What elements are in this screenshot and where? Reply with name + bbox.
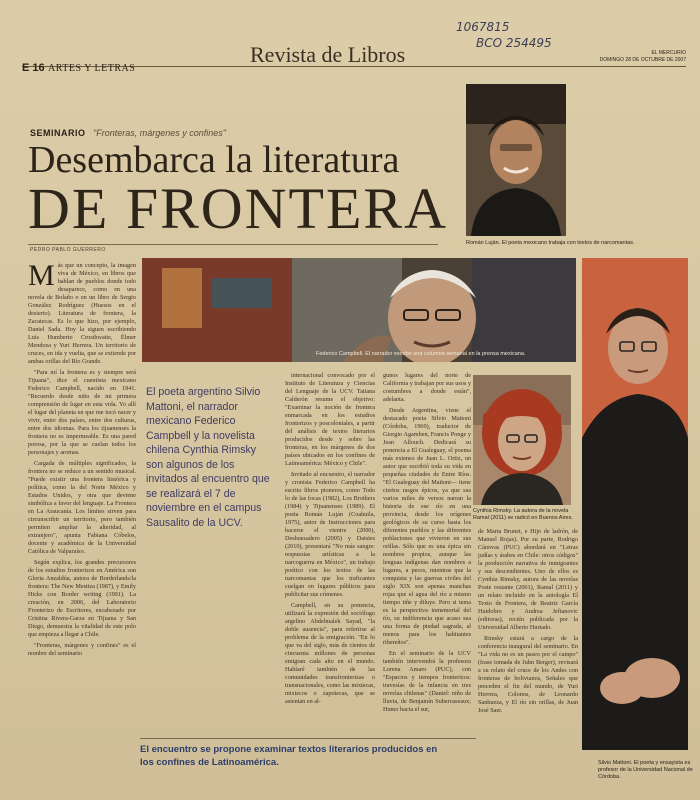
kicker-label: SEMINARIO bbox=[30, 128, 86, 138]
paper-name: EL MERCURIO bbox=[651, 50, 686, 56]
page-number: E 16 bbox=[22, 62, 45, 74]
caption-campbell: Federico Campbell. El narrador escribe una columna semanal en la prensa mexicana. bbox=[316, 351, 526, 357]
photo-federico-campbell bbox=[142, 258, 576, 362]
kicker bbox=[30, 128, 226, 138]
footer-quote: El encuentro se propone examinar textos literarios producidos en los confines de Latinoamérica. bbox=[140, 744, 438, 768]
paragraph: En el seminario de la UCV también intervendrá la profesora Lorena Amaro (PUC), con "Espacios y tiempos fronterizos: travesías de la infancia en tres novelas chilenas" (Daniel: niño de lluvia, de Benjamín Subercaseaux; Humo hacia el sur, bbox=[383, 650, 471, 713]
paragraph: Campbell, en su ponencia, utilizará la expresión del sociólogo argelino Abdelmalek Sayad, "la doble ausencia", para referirse al problema de la emigración. "En lo que va del siglo, más de cientos de cincuenta millones de personas emigran cada año en el mundo. Hablaré también de las comunidades transfronterizas o transnacionales, como las mixtecas, mixtecos o zapotecas, que se asientan en al- bbox=[285, 602, 375, 705]
photo-roman-lujan bbox=[466, 84, 566, 236]
paper-date: DOMINGO 28 DE OCTUBRE DE 2007 bbox=[599, 57, 686, 63]
portrait-campbell bbox=[142, 258, 576, 362]
paragraph: ás que un concepto, la imagen viva de México, en libros que hablan de pueblos donde todo desaparece, como en una novela de Bolaño o en un libro de Sergio González Rodríguez (Huesos en el desierto). Literatura de frontera, la Zacatecas. Es lo que hizo, por ejemplo, Daniel Sada. Hoy la siguen escribiendo Luis Humberto Crosthwaite, Élmer Mendoza y Yuri Herrera. Un territorio de cruces, en ida y vuelta, que se extiende por ambas orillas del Río Grande. bbox=[28, 262, 136, 365]
pull-quote: El poeta argentino Silvio Mattoni, el narrador mexicano Federico Campbell y la novelista chilena Cynthia Rimsky son algunos de los invitados al encuentro que se realizará el 7 de noviembre en el campus Sausalito de la UCV. bbox=[146, 386, 270, 529]
footer-divider bbox=[140, 738, 476, 739]
page-header bbox=[22, 36, 686, 74]
section-name: ARTES Y LETRAS bbox=[48, 63, 136, 74]
paragraph: Invitado al encuentro, el narrador y cronista Federico Campbell ha escrito libros pioneros, como Todo lo de las focas (1982), Los Brothers (1984) y Tijuanenses (1989). El poeta Román Luján (Coahuila, 1975), autor de Instrucciones para hacerse el vientre (2000), Deshuesadero (2005) y Daisies (2010), presentará "No más sangre: respuestas artísticas a la narcoguerra en México", un trabajo poético con los textos de las narcomantas que los traficantes cuelgan en lugares públicos para publicitar sus crímenes. bbox=[285, 471, 375, 598]
paragraph: Rimsky estará a cargo de la conferencia inaugural del seminario. En "La vida no es un paseo por el campo" (frase tomada de Juhn Berger), revisará a su relato del cruce de los Andes con fronteras de bolivianos, Señales que preceden el fin del mundo, de Yuri Herrera, Colonos, de Leonardo Sanhueza, y El río sin orillas, de Juan José Saer. bbox=[478, 635, 578, 714]
portrait-lujan bbox=[466, 84, 566, 236]
paragraph: Desde Argentina, viene el destacado poeta Silvio Mattoni (Córdoba, 1969), traductor de Giorgio Agamben, Francis Ponge y Jean Allouch. Dedicará su ponencia a El Gualeguay, el poema más extenso de Juan L. Ortiz, un autor que escribió toda su vida en pequeñas ciudades de Entre Ríos. "El Gualeguay del Mattoni— tiene ciertos rasgos épicos, ya que sus varios miles de versos narran la historia de ese río en una provincia, desde los orígenes geológicos de su curso hasta los diferentes pueblos y las diferentes poblaciones que vivieron en sus orillas. Sólo que es una épica sin nombres propios, aunque las lenguas indígenas dan nombres a lugares, a peces, mientras que la conquista y las guerras civiles del siglo XIX son apenas manchas rojas que el agua del río a mismo tiempo tiñe y diluye. Pero si tema es la perspectiva inmemorial del río, su indiferencia que acaso sea una forma de piedad sagrada, al menos para los habitantes ribereños". bbox=[383, 407, 471, 646]
paragraph: de Marta Brunet, e Hijo de ladrón, de Manuel Rojas). Por su parte, Rodrigo Cánovas (PUC) abordará en "Letras judías y árabes en Chile: otros códigos" la producción narrativa de inmigrantes y sus descendientes. Uno de ellos es Cynthia Rimsky, autora de las novelas Poste restante (2001), Ramal (2011) y un relato incluido en la antología El Texto de Frontera, de Beatriz García Huidobro y Andrea Jeftanovic (editoras), recién publicada por la Universidad Alberto Hurtado. bbox=[478, 528, 578, 631]
paragraph: internacional convocado por el Instituto de Literatura y Ciencias del Lenguaje de la UCV. Tatiana Calderón resume el objetivo: "Examinar la noción de frontera enmarcada en los estudios fronterizos y poscoloniales, a partir del análisis de textos literarios producidos desde y sobre las fronteras, en los márgenes de dos países ubicados en los confines de Latinoamérica: México y Chile". bbox=[285, 372, 375, 467]
paragraph: "Para mí la frontera es y siempre será Tijuana", dice el cuentista mexicano Federico Campbell, nacido en 1941. "Recuerdo desde niño de mi primera comprensión de lugar en esta vida. Yo allí el lugar del planeta en que me tocó nacer y vivir, entre dos países, entre dos culturas, entre dos idiomas. Para los tijuanenses la frontera no es impermeable. Es una pared porosa, por la que se cuelan todos los personajes y aromas. bbox=[28, 369, 136, 456]
article-column-4 bbox=[478, 528, 578, 794]
article-column-2 bbox=[285, 372, 375, 734]
headline-line-1: Desembarca la literatura bbox=[28, 139, 400, 181]
article-column-1 bbox=[28, 262, 136, 792]
drop-cap: M bbox=[28, 262, 55, 292]
paper-info bbox=[576, 50, 686, 64]
photo-silvio-mattoni bbox=[582, 258, 688, 750]
article-column-3 bbox=[383, 372, 471, 734]
portrait-mattoni bbox=[582, 258, 688, 750]
kicker-subtitle: "Fronteras, márgenes y confines" bbox=[93, 128, 226, 138]
headline-line-2: DE FRONTERA bbox=[28, 176, 448, 241]
handwritten-note-1: 1067815 bbox=[456, 20, 510, 34]
caption-lujan: Román Luján. El poeta mexicano trabaja con textos de narcomantas. bbox=[466, 240, 635, 246]
paragraph: "Fronteras, márgenes y confines" es el nombre del seminario bbox=[28, 642, 136, 657]
photo-cynthia-rimsky bbox=[473, 375, 571, 505]
portrait-rimsky bbox=[473, 375, 571, 505]
caption-rimsky: Cynthia Rimsky. La autora de la novela Ramal (2011) se radicó en Buenos Aires. bbox=[473, 508, 573, 521]
byline: PEDRO PABLO GUERRERO bbox=[30, 247, 106, 253]
paragraph: gunos lugares del norte de California y trabajan por sus usos y costumbres a donde están", adelanta. bbox=[383, 372, 471, 403]
handwritten-note-2: BCO 254495 bbox=[476, 36, 552, 50]
caption-mattoni: Silvio Mattoni. El poeta y ensayista es profesor de la Universidad Nacional de Córdoba. bbox=[598, 760, 693, 780]
supplement-title: Revista de Libros bbox=[250, 42, 406, 67]
paragraph: Según explica, los grandes precursores de los estudios fronterizos en América son Gloria Anzaldúa, autora de Borderlands/la frontera: The New Mestiza (1987), y Emily Hicks con Border writing (1991). La creación, en 2006, del Laboratorio Fronterizo de Escritores, encabezado por Cristina Rivera-Garza en Tijuana y San Diego, demuestra la vitalidad de este polo que empieza a llegar a Chile. bbox=[28, 559, 136, 638]
paragraph: Cargada de múltiples significados, la frontera no se reduce a un sentido musical. "Puede existir una frontera histórica y política, como la del Norte México y Estados Unidos, y otra que deviene simbólica a favor del lenguaje. La Frontera en La Araucanía. Los límites sirven para circunscribir un territorio, pero también permiten ampliar la alteridad, al extranjero", apunta Fabiana Cóbelos, docente y académica de la Universidad Católica de Valparaíso. bbox=[28, 460, 136, 555]
divider bbox=[28, 244, 438, 245]
